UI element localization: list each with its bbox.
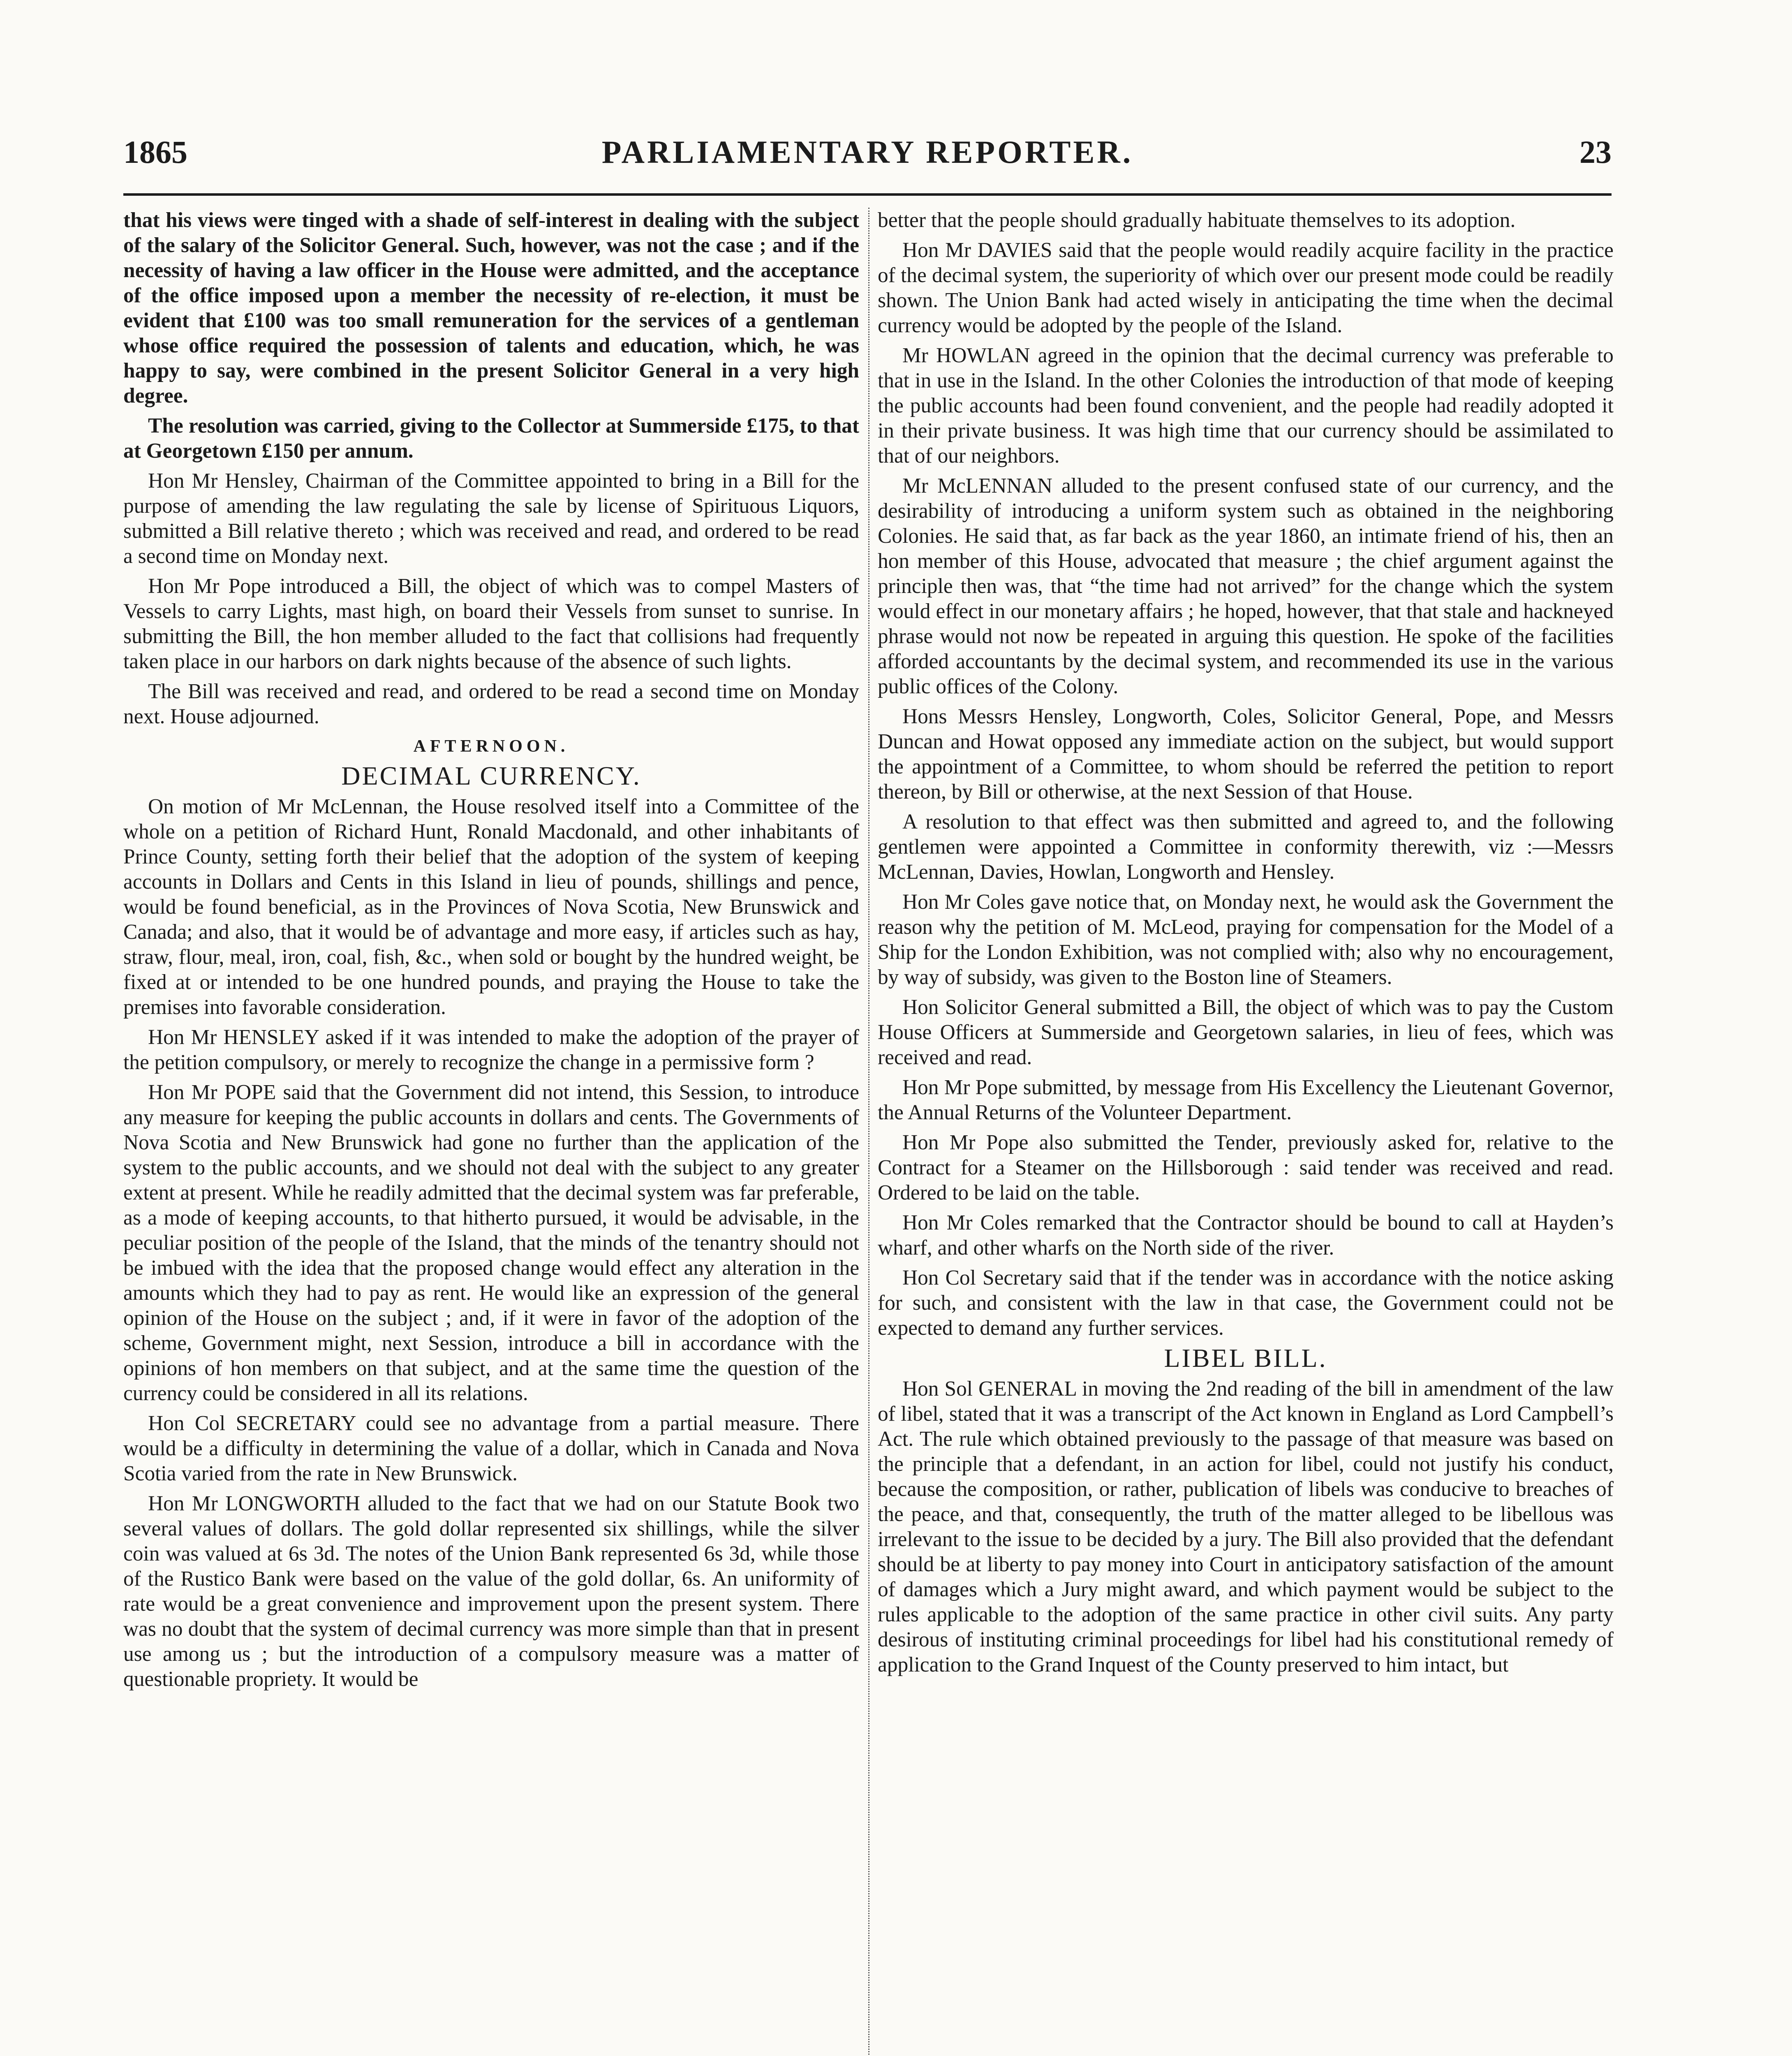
left-column — [123, 208, 859, 2056]
paragraph: Hon Mr Hensley, Chairman of the Committee appointed to bring in a Bill for the purpose of amending the law regulating the sale by license of Spirituous Liquors, submitted a Bill relative thereto ; which was received and read, and ordered to be read a second time on Monday next. — [123, 469, 859, 568]
header-rule — [123, 193, 1612, 196]
paragraph: Hon Mr POPE said that the Government did not intend, this Session, to introduce any measure for keeping the public accounts in dollars and cents. The Governments of Nova Scotia and New Brunswick had gone no further than the application of the system to the public accounts, and we should not deal with the subject to any greater extent at present. While he readily admitted that the decimal system was far preferable, as a mode of keeping accounts, to that hitherto pursued, it would be advisable, in the peculiar position of the people of the Island, that the minds of the tenantry should not be imbued with the idea that the proposed change would effect any alteration in the amounts which they had to pay as rent. He would like an expression of the general opinion of the House on the subject ; and, if it were in favor of the adoption of the scheme, Government might, next Session, introduce a bill in accordance with the opinions of hon members on that subject, and at the same time the question of the currency could be considered in all its relations. — [123, 1081, 859, 1405]
paragraph: Hon Mr Pope submitted, by message from His Excellency the Lieutenant Governor, the Annual Returns of the Volunteer Department. — [878, 1076, 1614, 1124]
paragraph: The resolution was carried, giving to the Collector at Summerside £175, to that at Georgetown £150 per annum. — [123, 414, 859, 463]
paragraph: Hon Sol GENERAL in moving the 2nd reading of the bill in amendment of the law of libel, stated that it was a transcript of the Act known in England as Lord Campbell’s Act. The rule which obtained previously to the passage of that measure was based on the principle that a defendant, in an action for libel, could not justify his conduct, because the composition, or rather, publication of libels was conducive to breaches of the peace, and that, consequently, the truth of the matter alleged to be libellous was irrelevant to the issue to be decided by a jury. The Bill also provided that the defendant should be at liberty to pay money into Court in anticipatory satisfaction of the amount of damages which a Jury might award, and which payment would be subject to the rules applicable to the adoption of the same practice in other civil suits. Any party desirous of instituting criminal proceedings for libel had his constitutional remedy of application to the Grand Inquest of the County preserved to him intact, but — [878, 1377, 1614, 1676]
column-divider — [868, 208, 869, 2056]
paragraph: Hon Mr Coles gave notice that, on Monday next, he would ask the Government the reason why the petition of M. McLeod, praying for compensation for the Model of a Ship for the London Exhibition, was not complied with; also why no encouragement, by way of subsidy, was given to the Boston line of Steamers. — [878, 890, 1614, 989]
paragraph: Hons Messrs Hensley, Longworth, Coles, Solicitor General, Pope, and Messrs Duncan and Howat opposed any immediate action on the subject, but would support the appointment of a Committee, to whom should be referred the petition to report thereon, by Bill or otherwise, at the next Session of that House. — [878, 705, 1614, 803]
header-year: 1865 — [123, 134, 187, 170]
paragraph: On motion of Mr McLennan, the House resolved itself into a Committee of the whole on a petition of Richard Hunt, Ronald Macdonald, and other inhabitants of Prince County, setting forth their belief that the adoption of the system of keeping accounts in Dollars and Cents in this Island in lieu of pounds, shillings and pence, would be found beneficial, as in the Provinces of Nova Scotia, New Brunswick and Canada; and also, that it would be of advantage and more easy, if articles such as hay, straw, flour, meal, iron, coal, fish, &c., when sold or bought by the hundred weight, be fixed at or intended to be one hundred pounds, and praying the House to take the premises into favorable consideration. — [123, 795, 859, 1019]
paragraph: Hon Mr Coles remarked that the Contractor should be bound to call at Hayden’s wharf, and other wharfs on the North side of the river. — [878, 1211, 1614, 1260]
paragraph: The Bill was received and read, and ordered to be read a second time on Monday next. House adjourned. — [123, 680, 859, 728]
paragraph: Hon Col Secretary said that if the tender was in accordance with the notice asking for such, and consistent with the law in that case, the Government could not be expected to demand any further services. — [878, 1266, 1614, 1340]
header-title: PARLIAMENTARY REPORTER. — [601, 134, 1133, 170]
paragraph: Mr HOWLAN agreed in the opinion that the decimal currency was preferable to that in use in the Island. In the other Colonies the introduction of that mode of keeping the public accounts had been found convenient, and the people had readily adopted it in their private business. It was high time that our currency should be assimilated to that of our neighbors. — [878, 344, 1614, 468]
paragraph: Hon Col SECRETARY could see no advantage from a partial measure. There would be a difficulty in determining the value of a dollar, which in Canada and Nova Scotia varied from the rate in New Brunswick. — [123, 1412, 859, 1485]
paragraph: Hon Mr Pope introduced a Bill, the object of which was to compel Masters of Vessels to carry Lights, mast high, on board their Vessels from sunset to sunrise. In submitting the Bill, the hon member alluded to the fact that collisions had frequently taken place in our harbors on dark nights because of the absence of such lights. — [123, 574, 859, 673]
paragraph: Hon Mr Pope also submitted the Tender, previously asked for, relative to the Contract for a Steamer on the Hillsborough : said tender was received and read. Ordered to be laid on the table. — [878, 1131, 1614, 1204]
paragraph: Mr McLENNAN alluded to the present confused state of our currency, and the desirability of introducing a uniform system such as obtained in the neighboring Colonies. He said that, as far back as the year 1860, an intimate friend of his, then an hon member of this House, advocated that measure ; the chief argument against the principle then was, that “the time had not arrived” for the change which the system would effect in our monetary affairs ; he hoped, however, that that stale and hackneyed phrase would not now be repeated in arguing this question. He spoke of the facilities afforded accountants by the decimal system, and recommended its use in the various public offices of the Colony. — [878, 474, 1614, 698]
paragraph: Hon Mr HENSLEY asked if it was intended to make the adoption of the prayer of the petition compulsory, or merely to recognize the change in a permissive form ? — [123, 1026, 859, 1074]
paragraph: Hon Mr DAVIES said that the people would readily acquire facility in the practice of the decimal system, the superiority of which over our present mode could be readily shown. The Union Bank had acted wisely in anticipating the time when the decimal currency would be adopted by the people of the Island. — [878, 238, 1614, 337]
page-header — [123, 132, 1612, 173]
section-subheading-afternoon: AFTERNOON. — [413, 737, 569, 756]
paragraph: Hon Solicitor General submitted a Bill, the object of which was to pay the Custom House Officers at Summerside and Georgetown salaries, in lieu of fees, which was received and read. — [878, 996, 1614, 1069]
right-column — [878, 208, 1614, 2056]
section-heading-libel-bill: LIBEL BILL. — [1164, 1343, 1327, 1373]
paragraph: A resolution to that effect was then submitted and agreed to, and the following gentlemen were appointed a Committee in conformity therewith, viz :—Messrs McLennan, Davies, Howlan, Longworth and Hensley. — [878, 810, 1614, 884]
header-page-number: 23 — [1579, 134, 1612, 170]
paragraph: that his views were tinged with a shade of self-interest in dealing with the subject of the salary of the Solicitor General. Such, however, was not the case ; and if the necessity of having a law officer in the House were admitted, and the acceptance of the office imposed upon a member the necessity of re-election, it must be evident that £100 was too small remuneration for the services of a gentleman whose office required the possession of talents and education, which, he was happy to say, were combined in the present Solicitor General in a very high degree. — [123, 208, 859, 407]
section-heading-decimal-currency: DECIMAL CURRENCY. — [341, 761, 641, 790]
paragraph: Hon Mr LONGWORTH alluded to the fact that we had on our Statute Book two several values of dollars. The gold dollar represented six shillings, while the silver coin was valued at 6s 3d. The notes of the Union Bank represented 6s 3d, while those of the Rustico Bank were based on the value of the gold dollar, 6s. An uniformity of rate would be a great convenience and improvement upon the present system. There was no doubt that the system of decimal currency was more simple than that in present use among us ; but the introduction of a compulsory measure was a matter of questionable propriety. It would be — [123, 1492, 859, 1691]
paragraph: better that the people should gradually habituate themselves to its adoption. — [878, 208, 1516, 232]
